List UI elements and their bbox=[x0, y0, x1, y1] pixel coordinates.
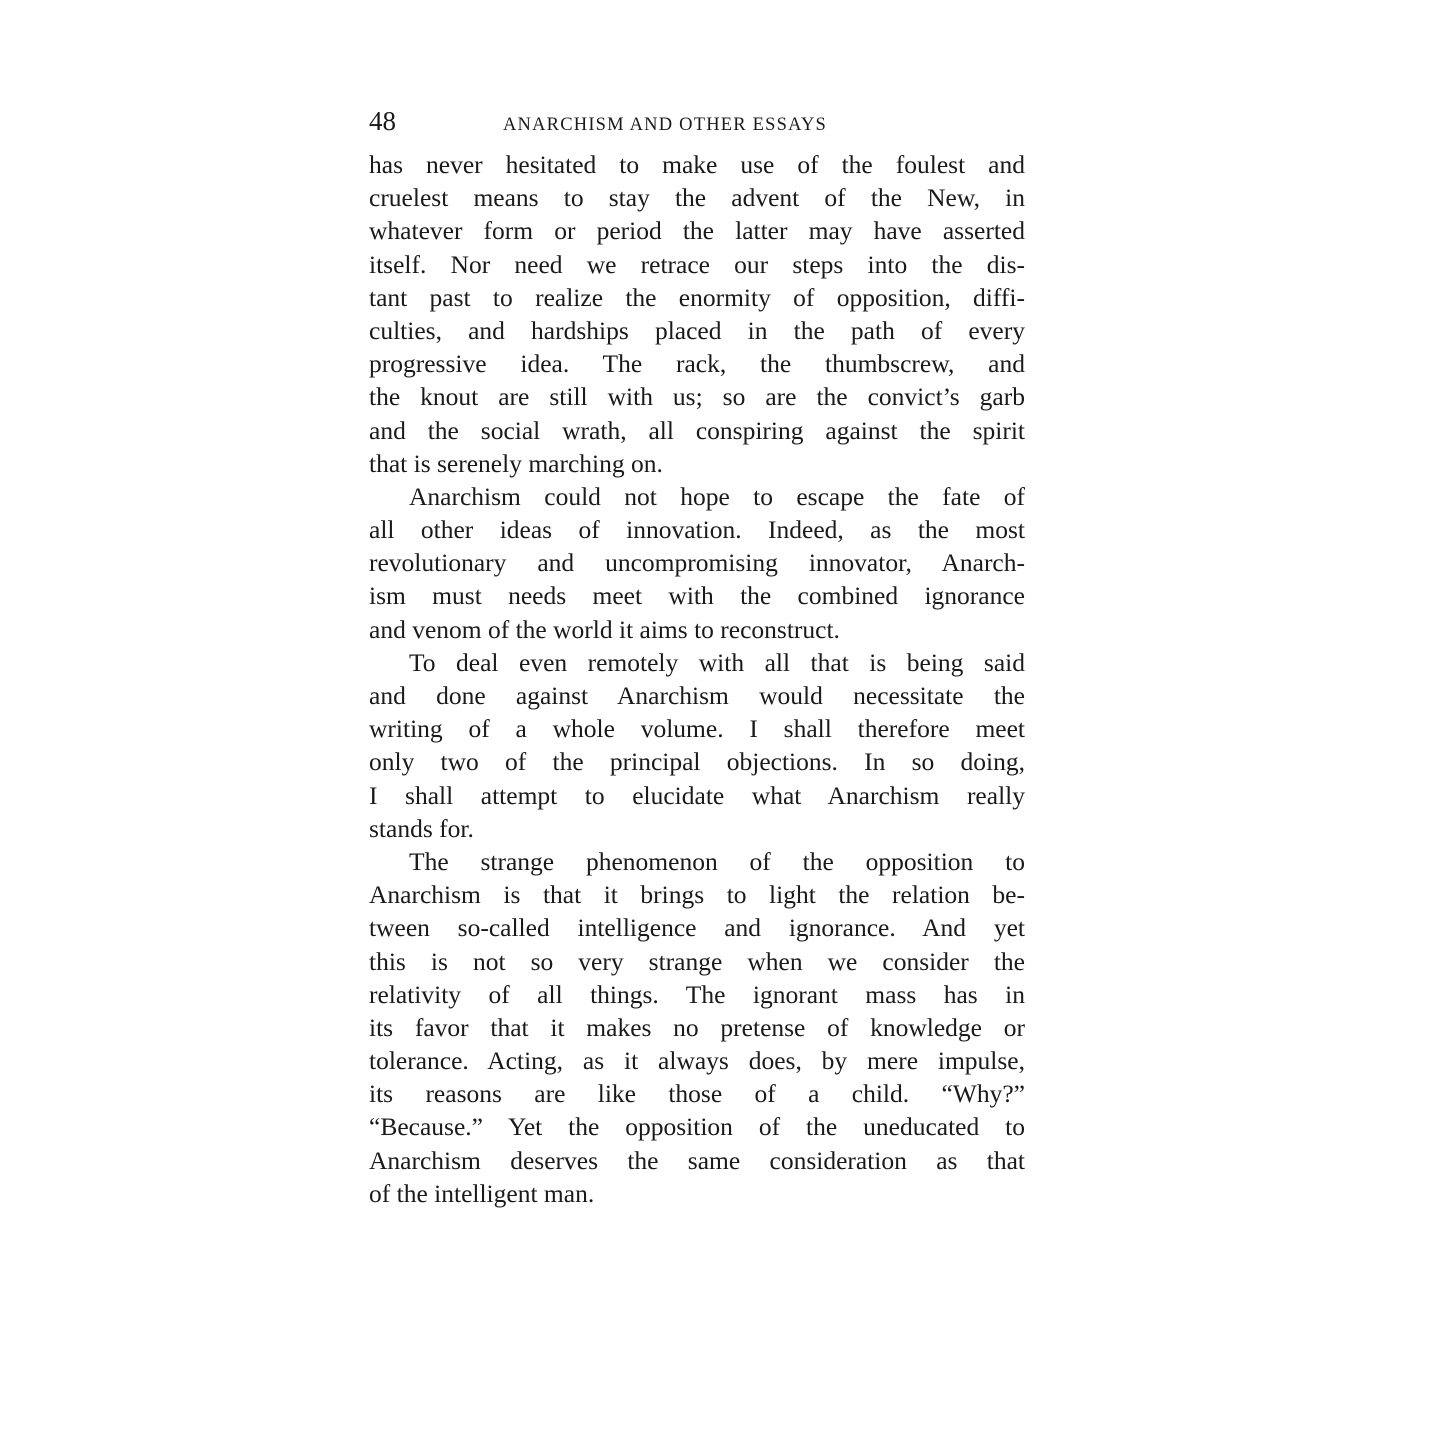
paragraph bbox=[369, 480, 1025, 646]
text-line: relativity of all things. The ignorant mass has in bbox=[369, 979, 1025, 1009]
running-head bbox=[369, 104, 1025, 138]
text-line: progressive idea. The rack, the thumbscrew, and bbox=[369, 349, 1025, 379]
text-line: whatever form or period the latter may have asserted bbox=[369, 216, 1025, 246]
page-number: 48 bbox=[369, 106, 396, 136]
text-line: ism must needs meet with the combined ignorance bbox=[369, 581, 1025, 611]
text-line: “Because.” Yet the opposition of the uneducated to bbox=[369, 1112, 1025, 1142]
text-line: tween so-called intelligence and ignorance. And yet bbox=[369, 913, 1025, 943]
text-line: its favor that it makes no pretense of knowledge or bbox=[369, 1012, 1025, 1042]
text-line: Anarchism is that it brings to light the relation be- bbox=[369, 880, 1025, 910]
body-text bbox=[369, 148, 1025, 1210]
text-line: The strange phenomenon of the opposition to bbox=[409, 846, 1025, 876]
text-line: and venom of the world it aims to reconstruct. bbox=[369, 614, 840, 644]
text-line: tolerance. Acting, as it always does, by mere impulse, bbox=[369, 1046, 1025, 1076]
text-line: stands for. bbox=[369, 813, 474, 843]
text-line: this is not so very strange when we consider the bbox=[369, 946, 1025, 976]
paragraph bbox=[369, 845, 1025, 1210]
text-line: culties, and hardships placed in the path of every bbox=[369, 315, 1025, 345]
text-line: of the intelligent man. bbox=[369, 1178, 595, 1208]
text-line: and the social wrath, all conspiring against the spirit bbox=[369, 415, 1025, 445]
text-line: tant past to realize the enormity of opposition, diffi- bbox=[369, 282, 1025, 312]
running-title: ANARCHISM AND OTHER ESSAYS bbox=[503, 115, 828, 135]
text-line: the knout are still with us; so are the convict’s garb bbox=[369, 382, 1025, 412]
text-line: that is serenely marching on. bbox=[369, 448, 663, 478]
text-line: Anarchism deserves the same consideration as that bbox=[369, 1145, 1025, 1175]
paragraph bbox=[369, 148, 1025, 480]
text-line: I shall attempt to elucidate what Anarchism really bbox=[369, 780, 1025, 810]
text-line: writing of a whole volume. I shall therefore meet bbox=[369, 714, 1025, 744]
text-line: its reasons are like those of a child. “Why?” bbox=[369, 1079, 1025, 1109]
text-line: and done against Anarchism would necessitate the bbox=[369, 681, 1025, 710]
text-line: has never hesitated to make use of the foulest and bbox=[369, 150, 1025, 179]
text-line: all other ideas of innovation. Indeed, as the most bbox=[369, 515, 1025, 545]
text-line: only two of the principal objections. In so doing, bbox=[369, 747, 1025, 777]
text-line: revolutionary and uncompromising innovator, Anarch- bbox=[369, 548, 1025, 578]
book-page bbox=[369, 104, 1025, 1210]
text-line: itself. Nor need we retrace our steps into the dis- bbox=[369, 249, 1025, 279]
text-line: cruelest means to stay the advent of the New, in bbox=[369, 183, 1025, 213]
paragraph bbox=[369, 646, 1025, 845]
text-line: To deal even remotely with all that is being said bbox=[409, 647, 1025, 677]
text-line: Anarchism could not hope to escape the fate of bbox=[409, 481, 1025, 511]
